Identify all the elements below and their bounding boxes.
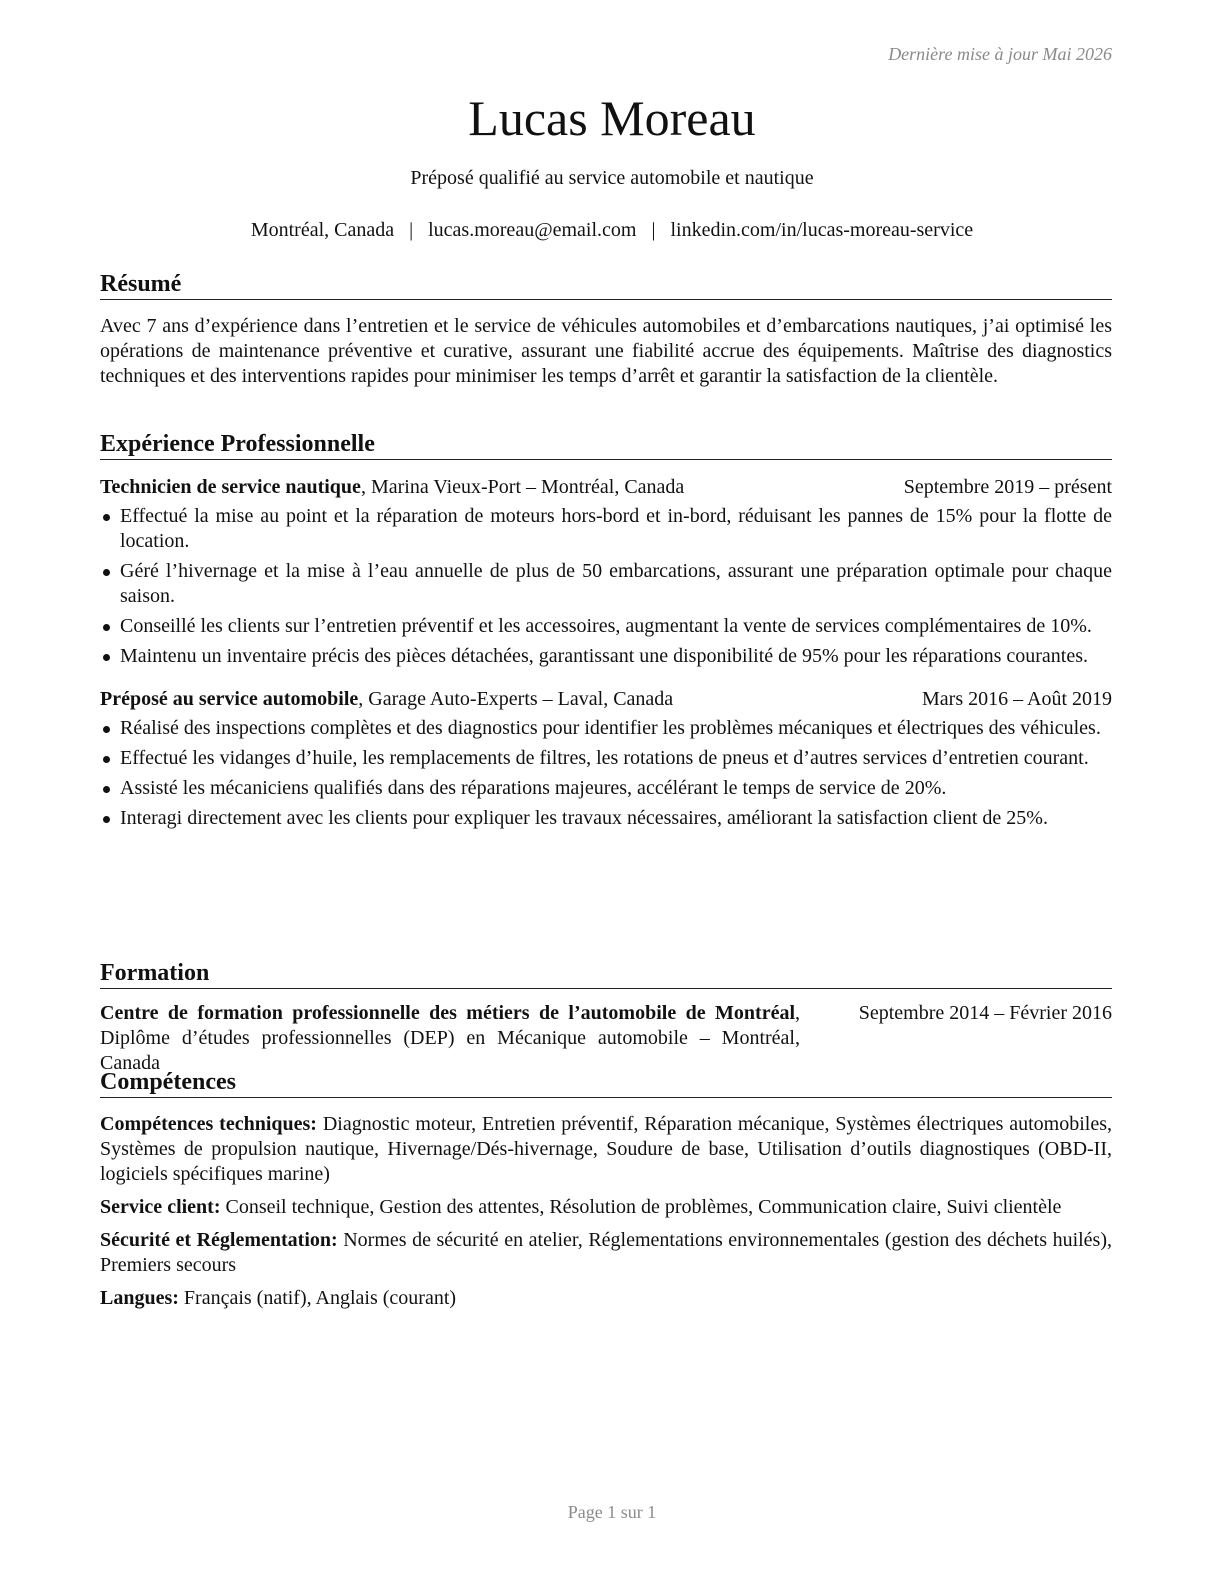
- job-header: [100, 687, 1112, 712]
- job-bullets: [100, 716, 1112, 831]
- bullet-icon: [103, 624, 110, 631]
- bullet-icon: [103, 756, 110, 763]
- skill-text: Français (natif), Anglais (courant): [178, 1287, 457, 1309]
- last-updated: Dernière mise à jour Mai 2026: [888, 44, 1112, 64]
- bullet-icon: [103, 654, 110, 661]
- job-entry: [100, 475, 1112, 669]
- contact-linkedin[interactable]: linkedin.com/in/lucas-moreau-service: [670, 219, 974, 241]
- list-item: [100, 644, 1112, 669]
- list-item: [100, 504, 1112, 554]
- bullet-text: Effectué les vidanges d’huile, les remplacements de filtres, les rotations de pneus et d’autres services d’entretien courant.: [120, 747, 1089, 769]
- contact-email[interactable]: lucas.moreau@email.com: [428, 219, 637, 241]
- skill-group: [100, 1195, 1112, 1220]
- summary-section: [100, 270, 1112, 389]
- bullet-text: Conseillé les clients sur l’entretien préventif et les accessoires, augmentant la vente de services complémentaires de 10%.: [120, 615, 1092, 637]
- list-item: [100, 806, 1112, 831]
- list-item: [100, 776, 1112, 801]
- bullet-text: Réalisé des inspections complètes et des diagnostics pour identifier les problèmes mécaniques et électriques des véhicules.: [120, 717, 1101, 739]
- job-dates: Septembre 2019 – présent: [903, 476, 1112, 498]
- section-title-summary: Résumé: [100, 270, 1112, 300]
- job-role: Technicien de service nautique: [100, 476, 361, 498]
- skills-section: [100, 1068, 1112, 1319]
- contact-location: Montréal, Canada: [250, 219, 395, 241]
- job-place: , Garage Auto-Experts – Laval, Canada: [358, 688, 674, 710]
- candidate-name: Lucas Moreau: [468, 90, 756, 146]
- education-entry: [100, 1001, 1112, 1076]
- bullet-text: Maintenu un inventaire précis des pièces détachées, garantissant une disponibilité de 95% pour les réparations courantes.: [120, 645, 1089, 667]
- contact-separator: |: [651, 219, 656, 241]
- skill-label: Service client:: [100, 1196, 221, 1218]
- skill-label: Compétences techniques:: [100, 1113, 317, 1135]
- section-title-experience: Expérience Professionnelle: [100, 430, 1112, 460]
- bullet-icon: [103, 816, 110, 823]
- skill-group: [100, 1228, 1112, 1278]
- bullet-icon: [103, 726, 110, 733]
- bullet-icon: [103, 786, 110, 793]
- skill-text: Normes de sécurité en atelier, Réglementations environnementales (gestion des déchets huilés), Premiers secours: [100, 1229, 1112, 1276]
- job-header: [100, 475, 1112, 500]
- experience-section: [100, 430, 1112, 836]
- list-item: [100, 716, 1112, 741]
- education-school: Centre de formation professionnelle des métiers de l’automobile de Montréal: [100, 1002, 795, 1024]
- candidate-tagline: Préposé qualifié au service automobile et nautique: [410, 167, 814, 189]
- list-item: [100, 614, 1112, 639]
- list-item: [100, 559, 1112, 609]
- education-section: [100, 959, 1112, 1076]
- job-dates: Mars 2016 – Août 2019: [922, 688, 1112, 710]
- skill-text: Conseil technique, Gestion des attentes, Résolution de problèmes, Communication claire, Suivi clientèle: [220, 1196, 1062, 1218]
- bullet-text: Interagi directement avec les clients pour expliquer les travaux nécessaires, améliorant la satisfaction client de 25%.: [120, 807, 1048, 829]
- bullet-text: Géré l’hivernage et la mise à l’eau annuelle de plus de 50 embarcations, assurant une préparation optimale pour chaque saison.: [120, 560, 1112, 607]
- bullet-text: Effectué la mise au point et la réparation de moteurs hors-bord et in-bord, réduisant les pannes de 15% pour la flotte de location.: [120, 505, 1112, 552]
- page-number: Page 1 sur 1: [567, 1502, 657, 1522]
- skill-text: Diagnostic moteur, Entretien préventif, Réparation mécanique, Systèmes électriques automobiles, Systèmes de propulsion nautique, Hivernage/Dés-hivernage, Soudure de base, Utilisation d’outils diagnostiques (OBD-II, logiciels spécifiques marine): [100, 1113, 1112, 1185]
- education-detail: , Diplôme d’études professionnelles (DEP) en Mécanique automobile – Montréal, Canada: [100, 1002, 800, 1074]
- job-role: Préposé au service automobile: [100, 688, 359, 710]
- contact-line: [0, 219, 1224, 242]
- list-item: [100, 746, 1112, 771]
- contact-separator: |: [409, 219, 414, 241]
- job-entry: [100, 687, 1112, 831]
- bullet-text: Assisté les mécaniciens qualifiés dans des réparations majeures, accélérant le temps de service de 20%.: [120, 777, 947, 799]
- job-place: , Marina Vieux-Port – Montréal, Canada: [360, 476, 685, 498]
- job-bullets: [100, 504, 1112, 669]
- section-title-skills: Compétences: [100, 1068, 1112, 1098]
- section-title-education: Formation: [100, 959, 1112, 989]
- bullet-icon: [103, 514, 110, 521]
- skill-group: [100, 1112, 1112, 1187]
- skill-label: Langues:: [100, 1287, 179, 1309]
- skill-group: [100, 1286, 1112, 1311]
- summary-text: Avec 7 ans d’expérience dans l’entretien et le service de véhicules automobiles et d’embarcations nautiques, j’ai optimisé les opérations de maintenance préventive et curative, assurant une fiabilité accrue des équipements. Maîtrise des diagnostics techniques et des interventions rapides pour minimiser les temps d’arrêt et garantir la satisfaction de la clientèle.: [100, 315, 1112, 387]
- education-dates: Septembre 2014 – Février 2016: [858, 1002, 1112, 1024]
- bullet-icon: [103, 569, 110, 576]
- skill-label: Sécurité et Réglementation:: [100, 1229, 338, 1251]
